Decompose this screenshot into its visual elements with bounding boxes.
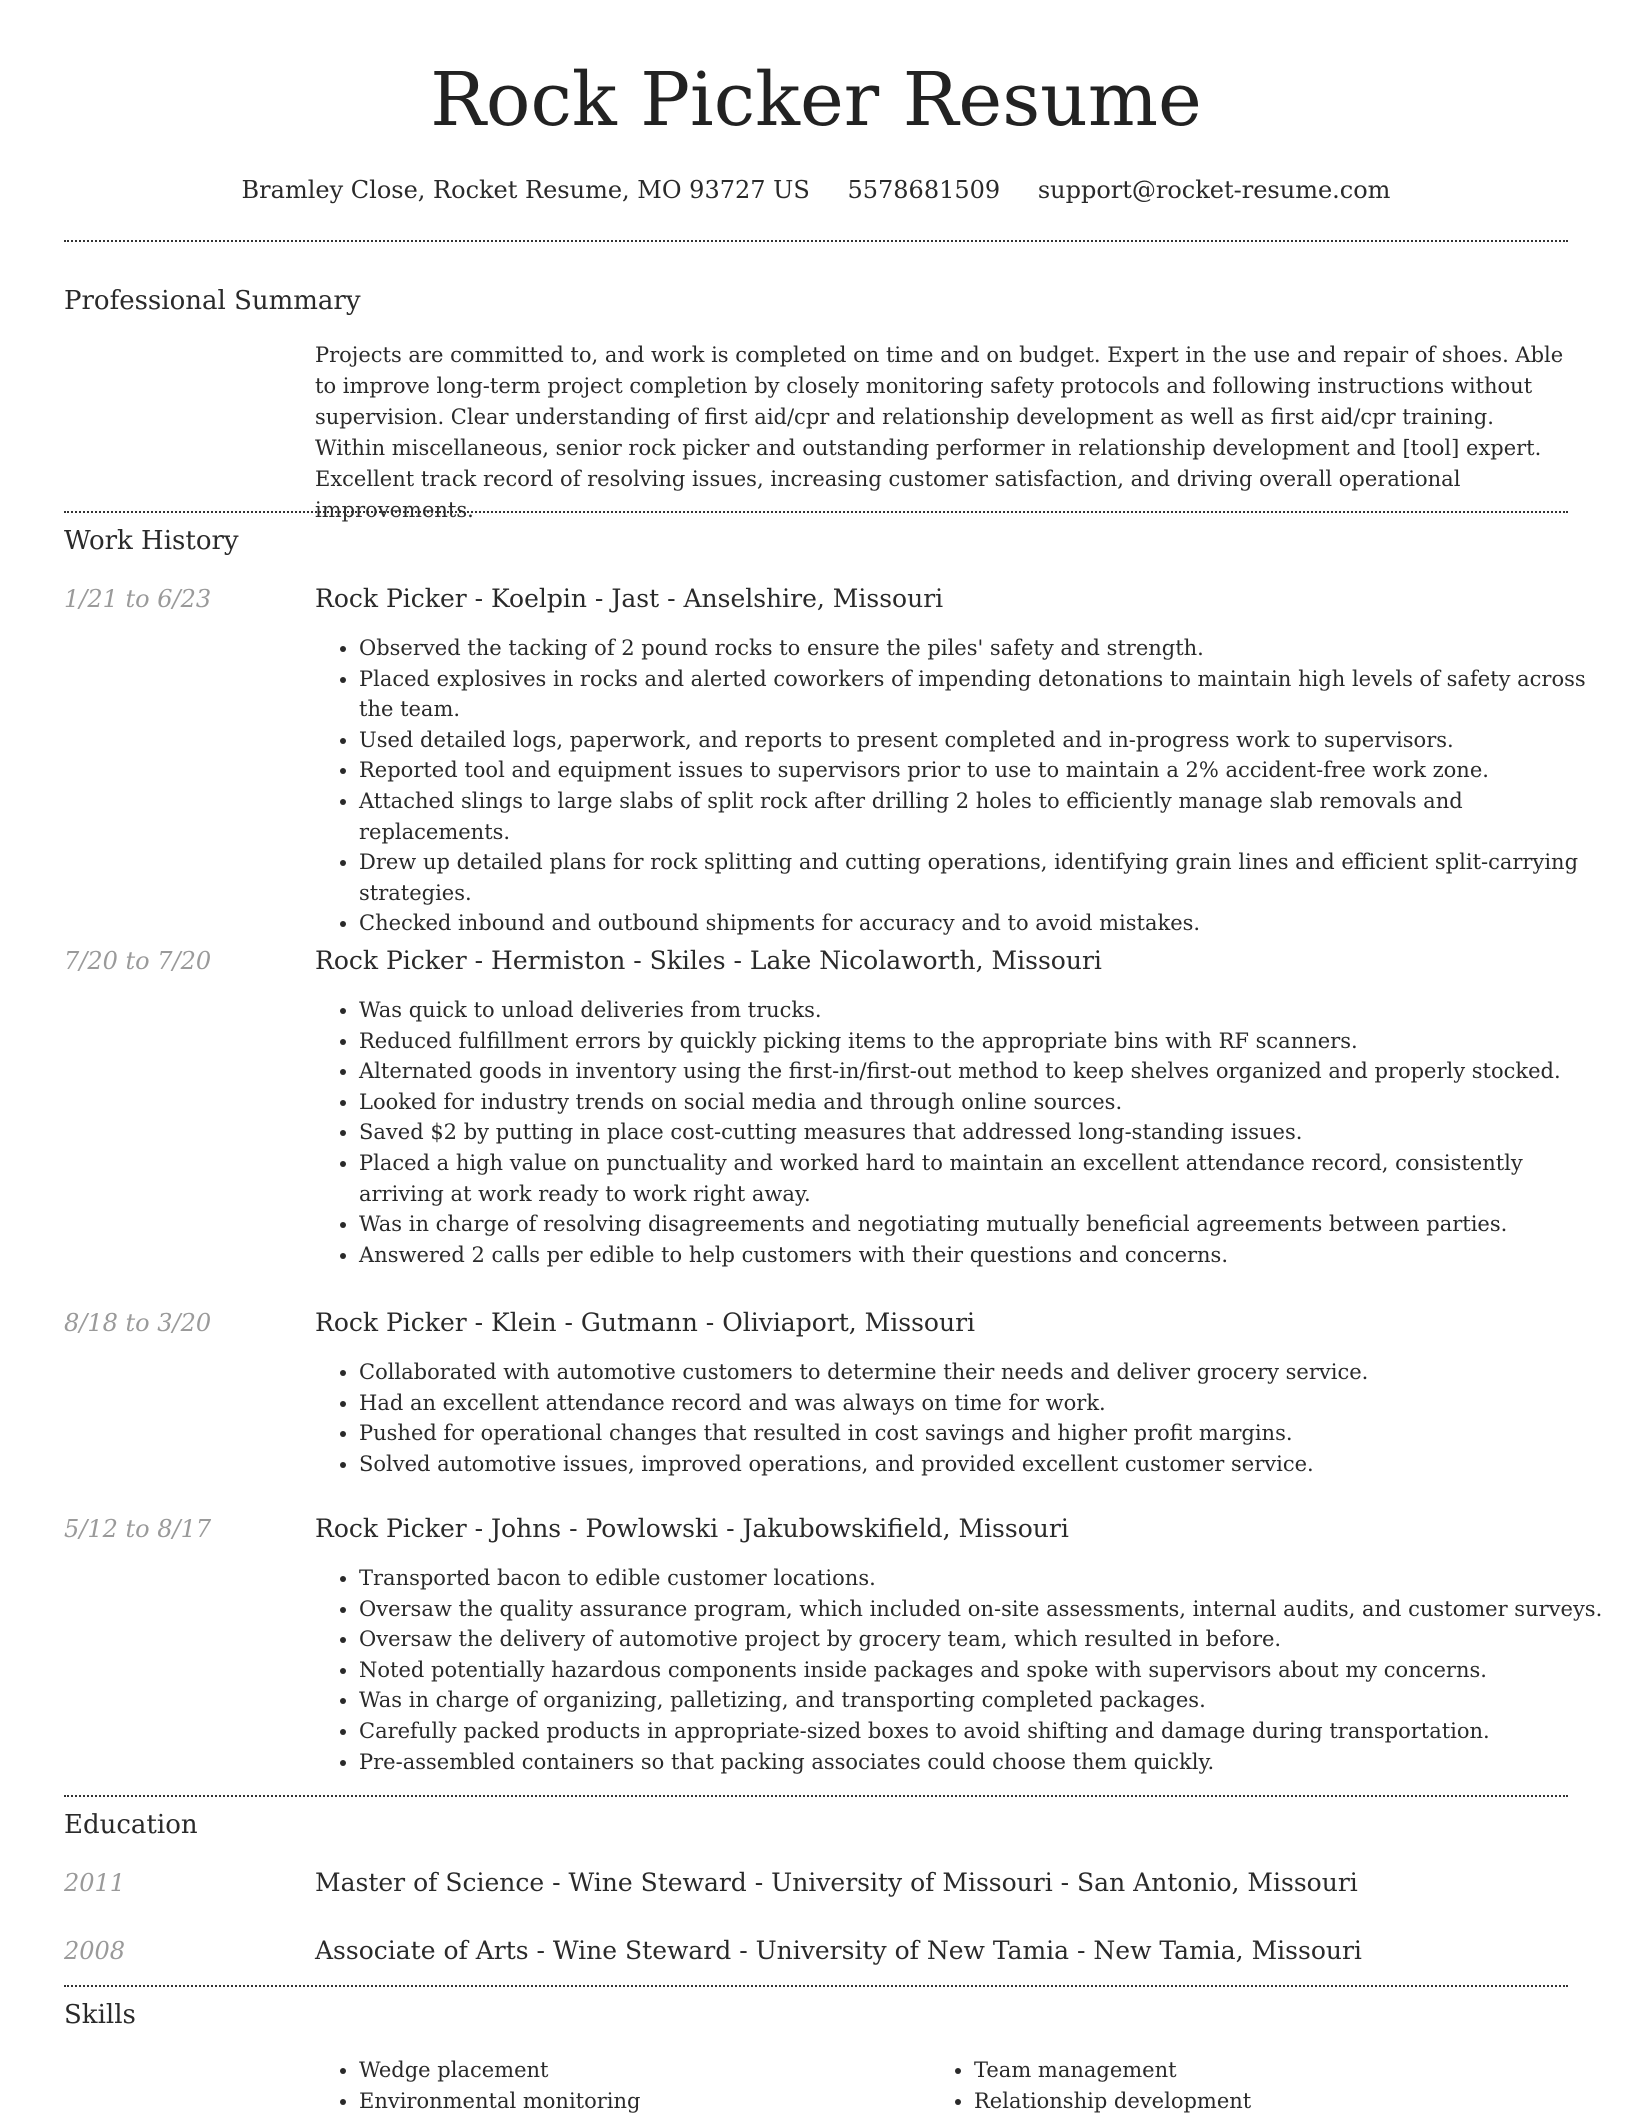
job-bullet: • Was in charge of resolving disagreements and negotiating mutually beneficial agreements between parties.: [359, 1209, 1609, 1240]
job-bullet: • Looked for industry trends on social media and through online sources.: [359, 1087, 1609, 1118]
summary-text: Projects are committed to, and work is completed on time and on budget. Expert in the use and repair of shoes. Able to improve long-term project completion by closely monitoring safety protocols and following instructions without supervision. Clear understanding of first aid/cpr and relationship development as well as first aid/cpr training. Within miscellaneous, senior rock picker and outstanding performer in relationship development and [tool] expert. Excellent track record of resolving issues, increasing customer satisfaction, and driving overall operational improvements.: [315, 343, 1564, 522]
job-bullet: • Solved automotive issues, improved operations, and provided excellent customer service.: [359, 1449, 1609, 1480]
job-title: Rock Picker - Klein - Gutmann - Oliviaport, Missouri: [315, 1308, 976, 1337]
job-bullets: [315, 633, 1609, 939]
job-bullet: • Pushed for operational changes that resulted in cost savings and higher profit margins.: [359, 1418, 1609, 1449]
job-bullets: [315, 1563, 1609, 1777]
contact-address: Bramley Close, Rocket Resume, MO 93727 US: [241, 176, 810, 204]
skills-list-left: [315, 2055, 919, 2116]
job-bullet: • Transported bacon to edible customer locations.: [359, 1563, 1609, 1594]
divider: [64, 1795, 1568, 1797]
skill-item: • Team management: [974, 2055, 1534, 2086]
job-bullet: • Oversaw the delivery of automotive project by grocery team, which resulted in before.: [359, 1624, 1609, 1655]
job-bullet: • Reported tool and equipment issues to supervisors prior to use to maintain a 2% accident-free work zone.: [359, 755, 1609, 786]
job-bullet: • Attached slings to large slabs of split rock after drilling 2 holes to efficiently manage slab removals and replacements.: [359, 786, 1609, 847]
job-bullet: • Observed the tacking of 2 pound rocks to ensure the piles' safety and strength.: [359, 633, 1609, 664]
job-bullet: • Was quick to unload deliveries from trucks.: [359, 995, 1609, 1026]
skill-item: • Relationship development: [974, 2086, 1534, 2116]
job-bullets: [315, 995, 1609, 1270]
job-bullet: • Pre-assembled containers so that packing associates could choose them quickly.: [359, 1747, 1609, 1778]
education-year: 2011: [64, 1869, 126, 1897]
job-bullet: • Alternated goods in inventory using the first-in/first-out method to keep shelves organized and properly stocked.: [359, 1056, 1609, 1087]
job-bullet: • Drew up detailed plans for rock splitting and cutting operations, identifying grain lines and efficient split-carrying strategies.: [359, 847, 1609, 908]
skill-item: • Environmental monitoring: [359, 2086, 919, 2116]
job-bullet: • Reduced fulfillment errors by quickly picking items to the appropriate bins with RF scanners.: [359, 1026, 1609, 1057]
job-bullet: • Saved $2 by putting in place cost-cutting measures that addressed long-standing issues.: [359, 1117, 1609, 1148]
contact-phone: 5578681509: [847, 176, 1001, 204]
job-bullet: • Answered 2 calls per edible to help customers with their questions and concerns.: [359, 1240, 1609, 1271]
job-bullet: • Was in charge of organizing, palletizing, and transporting completed packages.: [359, 1685, 1609, 1716]
education-degree: Master of Science - Wine Steward - University of Missouri - San Antonio, Missouri: [315, 1868, 1358, 1897]
skill-item: • Wedge placement: [359, 2055, 919, 2086]
contact-email[interactable]: support@rocket-resume.com: [1037, 176, 1391, 204]
job-bullet: • Carefully packed products in appropriate-sized boxes to avoid shifting and damage during transportation.: [359, 1716, 1609, 1747]
resume-name: Rock Picker Resume: [430, 57, 1202, 143]
job-bullets: [315, 1357, 1609, 1479]
job-bullet: • Noted potentially hazardous components inside packages and spoke with supervisors about my concerns.: [359, 1655, 1609, 1686]
divider: [64, 240, 1568, 242]
section-title-summary: Professional Summary: [64, 286, 361, 316]
section-title-education: Education: [64, 1810, 198, 1840]
education-degree: Associate of Arts - Wine Steward - University of New Tamia - New Tamia, Missouri: [315, 1936, 1362, 1965]
job-bullet: • Checked inbound and outbound shipments for accuracy and to avoid mistakes.: [359, 908, 1609, 939]
contact-line: [0, 170, 1632, 210]
job-bullet: • Placed a high value on punctuality and worked hard to maintain an excellent attendance record, consistently arriving at work ready to work right away.: [359, 1148, 1609, 1209]
skills-list-right: [930, 2055, 1534, 2116]
job-title: Rock Picker - Johns - Powlowski - Jakubowskifield, Missouri: [315, 1514, 1069, 1543]
job-title: Rock Picker - Hermiston - Skiles - Lake Nicolaworth, Missouri: [315, 946, 1102, 975]
job-title: Rock Picker - Koelpin - Jast - Anselshire, Missouri: [315, 584, 944, 613]
job-dates: 5/12 to 8/17: [64, 1515, 212, 1543]
section-title-work: Work History: [64, 526, 239, 556]
education-year: 2008: [64, 1937, 126, 1965]
job-bullet: • Placed explosives in rocks and alerted coworkers of impending detonations to maintain high levels of safety across the team.: [359, 664, 1609, 725]
job-bullet: • Used detailed logs, paperwork, and reports to present completed and in-progress work to supervisors.: [359, 725, 1609, 756]
divider: [64, 511, 1568, 513]
job-dates: 8/18 to 3/20: [64, 1309, 212, 1337]
job-bullet: • Had an excellent attendance record and was always on time for work.: [359, 1388, 1609, 1419]
job-bullet: • Collaborated with automotive customers to determine their needs and deliver grocery service.: [359, 1357, 1609, 1388]
divider: [64, 1985, 1568, 1987]
job-dates: 1/21 to 6/23: [64, 585, 212, 613]
job-bullet: • Oversaw the quality assurance program, which included on-site assessments, internal audits, and customer surveys.: [359, 1594, 1609, 1625]
section-title-skills: Skills: [64, 2000, 136, 2030]
job-dates: 7/20 to 7/20: [64, 947, 212, 975]
